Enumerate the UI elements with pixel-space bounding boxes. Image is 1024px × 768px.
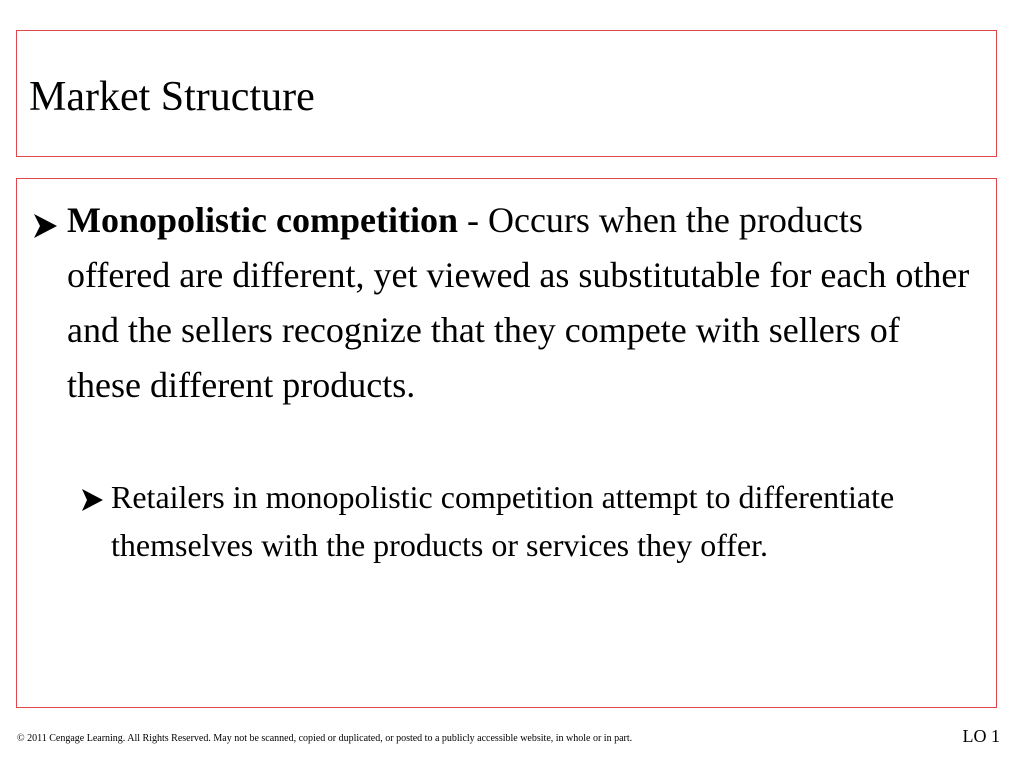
bullet-level-1-text [67,193,971,413]
learning-objective-label: LO 1 [962,726,1000,746]
arrowhead-bullet-icon [31,193,67,248]
bullet-level-1 [31,193,971,413]
title-placeholder [16,30,997,157]
content-placeholder [16,178,997,708]
copyright-notice: © 2011 Cengage Learning. All Rights Reserved. May not be scanned, copied or duplicated, or posted to a publicly accessible website, in whole or in part. [17,733,633,744]
bullet-level-2 [79,473,979,569]
bullet-level-2-text: Retailers in monopolistic competition attempt to differentiate themselves with the products or services they offer. [111,479,895,563]
term-monopolistic-competition: Monopolistic competition [67,200,458,240]
slide-title: Market Structure [29,74,315,120]
arrowhead-bullet-icon [79,473,111,521]
term-definition: - Occurs when the products offered are different, yet viewed as substitutable for each other and the sellers recognize that they compete with sellers of these different products. [67,200,970,405]
